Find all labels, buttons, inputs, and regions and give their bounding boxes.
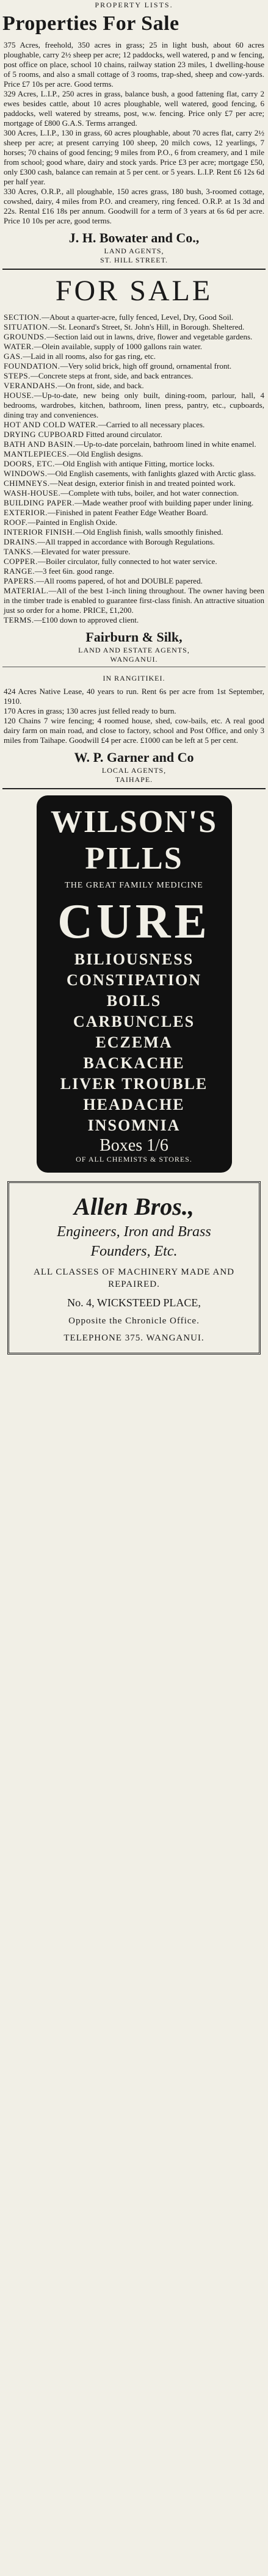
ad-ailments (43, 949, 226, 1136)
item-text: —Painted in English Oxide. (27, 518, 117, 527)
ailment: ECZEMA (95, 1033, 173, 1051)
item-label: GROUNDS. (4, 332, 47, 341)
ailment: INSOMNIA (87, 1116, 181, 1134)
item-label: INTERIOR FINISH. (4, 527, 76, 537)
item-steps (2, 371, 266, 381)
item-text: —On front, side, and back. (57, 381, 144, 390)
item-label: WATER. (4, 342, 34, 351)
allen-line2: Founders, Etc. (90, 1243, 178, 1259)
item-label: WASH-HOUSE. (4, 488, 61, 497)
listing-375-acres: 375 Acres, freehold, 350 acres in grass; 25 in light bush, about 60 acres ploughable, carry 2½ sheep per acre; 12 paddocks, well watered, p and w fencing, post office on place, school 10 chains, railway station 23 miles, 1 dwelling-house of 5 rooms, and also a small cottage of 3 rooms, trap-shed, sheep and cow-yards. Price £7 10s per acre. Good terms. (4, 40, 264, 89)
ad-cure: CURE (57, 895, 211, 949)
item-text: —Olein available, supply of 1000 gallons rain water. (34, 342, 203, 351)
item-text: —Boiler circulator, fully connected to hot water service. (37, 557, 217, 566)
bowater-line2: ST. HILL STREET. (100, 256, 168, 264)
item-interior-finish (2, 527, 266, 537)
fairburn-firm: Fairburn & Silk, (85, 629, 183, 645)
ailment: BILIOUSNESS (74, 950, 194, 968)
item-label: STEPS. (4, 371, 31, 380)
item-roof (2, 518, 266, 527)
item-label: CHIMNEYS. (4, 479, 50, 488)
item-papers (2, 576, 266, 586)
item-range (2, 566, 266, 576)
item-text: —Old English finish, walls smoothly finished. (75, 527, 223, 537)
item-label: EXTERIOR. (4, 508, 48, 517)
item-text: —All rooms papered, of hot and DOUBLE papered. (36, 576, 203, 585)
item-doors (2, 459, 266, 469)
item-label: FOUNDATION. (4, 361, 60, 371)
listing-330-acres: 330 Acres, O.R.P., all ploughable, 150 acres grass, 180 bush, 3-roomed cottage, cowshed, dairy, 4 miles from P.O. and creamery, ring fenced. O.R.P. at 1s 3d and 22s. Rental £16 18s per annum. Goodwill for a term of 3 years at 6s 6d per acre. Price 10 10s per acre, good terms. (4, 187, 264, 225)
item-windows (2, 469, 266, 479)
item-label: HOT AND COLD WATER. (4, 420, 98, 429)
ailment: BOILS (106, 992, 162, 1010)
item-label: DRAINS. (4, 537, 38, 546)
allen-bros-ad (7, 1181, 261, 1355)
fairburn-line1: LAND AND ESTATE AGENTS, (78, 646, 190, 654)
item-text: —Neat design, exterior finish in and treated pointed work. (49, 479, 236, 488)
rangitikei-heading: IN RANGITIKEI. (103, 674, 165, 682)
garner-firm: W. P. Garner and Co (74, 750, 194, 765)
item-building-paper (2, 498, 266, 508)
item-text: —Elevated for water pressure. (33, 547, 131, 556)
rangitikei-item: 120 Chains 7 wire fencing; 4 roomed house, shed, cow-bails, etc. A real good dairy farm on main road, and close to factory, school and Post Office, and only 3 miles from Taihape. Goodwill £4 per acre. £1000 can be left at 5 per cent. (4, 716, 264, 745)
rangitikei-item: 424 Acres Native Lease, 40 years to run. Rent 6s per acre from 1st September, 1910. (4, 687, 264, 706)
item-label: SITUATION. (4, 322, 51, 331)
ailment: HEADACHE (83, 1096, 185, 1113)
item-text: —Old English with antique Fitting, mortice locks. (54, 459, 215, 468)
allen-address2: Opposite the Chronicle Office. (68, 1316, 200, 1326)
item-text: —Old English designs. (69, 449, 143, 458)
wilsons-pills-ad (37, 795, 232, 1173)
item-label: MATERIAL. (4, 586, 49, 595)
item-situation (2, 322, 266, 332)
garner-line1: LOCAL AGENTS, (101, 766, 167, 775)
item-hot-cold-water (2, 420, 266, 430)
item-label: SECTION. (4, 313, 42, 322)
bowater-firm: J. H. Bowater and Co., (68, 230, 200, 245)
for-sale-heading: FOR SALE (55, 275, 213, 307)
item-text: —Concrete steps at front, side, and back entrances. (30, 371, 194, 380)
item-text: —St. Leonard's Street, St. John's Hill, in Borough. Sheltered. (50, 322, 245, 331)
item-label: WINDOWS. (4, 469, 48, 478)
item-label: BATH AND BASIN. (4, 440, 76, 449)
item-text: —Finished in patent Feather Edge Weather Board. (48, 508, 208, 517)
item-text: —About a quarter-acre, fully fenced, Level, Dry, Good Soil. (42, 313, 234, 322)
divider (2, 788, 266, 789)
item-text: —Made weather proof with building paper under lining. (74, 498, 254, 507)
item-text: —Section laid out in lawns, drive, flower and vegetable gardens. (46, 332, 253, 341)
item-text: —Up-to-date porcelain, bathroom lined in white enamel. (75, 440, 256, 449)
item-label: DOORS, ETC. (4, 459, 55, 468)
item-material (2, 586, 266, 615)
item-label: TERMS. (4, 615, 34, 624)
item-label: MANTLEPIECES. (4, 449, 70, 458)
item-text: —All trapped in accordance with Borough Regulations. (37, 537, 215, 546)
properties-heading: Properties For Sale (2, 12, 179, 35)
allen-line1: Engineers, Iron and Brass (57, 1224, 211, 1240)
ailment: CONSTIPATION (67, 971, 201, 989)
ad-price: Boxes 1/6 (100, 1136, 168, 1155)
item-grounds (2, 332, 266, 342)
item-label: HOUSE. (4, 391, 34, 400)
item-mantlepieces (2, 449, 266, 459)
item-label: DRYING CUPBOARD (4, 430, 84, 439)
allen-phone: TELEPHONE 375. WANGANUI. (63, 1333, 205, 1343)
item-verandahs (2, 381, 266, 391)
allen-address: No. 4, WICKSTEED PLACE, (67, 1297, 201, 1309)
item-chimneys (2, 479, 266, 488)
item-terms (2, 615, 266, 625)
rangitikei-item: 170 Acres in grass; 130 acres just felled ready to burn. (4, 706, 176, 715)
allen-line3: ALL CLASSES OF MACHINERY MADE AND REPAIRED. (33, 1267, 234, 1289)
item-wash-house (2, 488, 266, 498)
allen-name: Allen Bros., (74, 1193, 194, 1220)
ad-tagline: THE GREAT FAMILY MEDICINE (65, 881, 203, 890)
item-label: BUILDING PAPER. (4, 498, 75, 507)
item-label: PAPERS. (4, 576, 37, 585)
ailment: LIVER TROUBLE (60, 1075, 208, 1093)
section-label: PROPERTY LISTS. (95, 1, 173, 9)
item-text: —Up-to-date, new being only built, dining-room, parlour, hall, 4 bedrooms, wardrobes, kitchen, bathroom, linen press, pantry, etc., cupboards, dining tray and conveniences. (4, 391, 264, 419)
item-bath-basin (2, 440, 266, 449)
item-text: —Very solid brick, high off ground, ornamental front. (60, 361, 232, 371)
ailment: BACKACHE (83, 1054, 185, 1072)
item-text: —Old English casements, with fanlights glazed with Arctic glass. (47, 469, 256, 478)
item-text: —All of the best 1-inch lining throughout. The owner having been in the timber trade is enabled to guarantee first-class finish. An attractive situation just so order for a home. PRICE, £1,200. (4, 586, 264, 615)
item-label: COPPER. (4, 557, 38, 566)
item-text: —Complete with tubs, boiler, and hot water connection. (60, 488, 239, 497)
listing-329-acres: 329 Acres, L.I.P., 250 acres in grass, balance bush, a good fattening flat, carry 2 ewes besides cattle, about 10 acres ploughable, well watered, good fencing, 6 paddocks, well watered by streams, post, w.w. fencing. Price only £7 per acre; mortgage of £800 G.A.S. Terms arranged. (4, 89, 264, 128)
item-drains (2, 537, 266, 547)
item-text: —Laid in all rooms, also for gas ring, etc. (23, 352, 156, 361)
item-exterior (2, 508, 266, 518)
fairburn-line2: WANGANUI. (110, 655, 158, 664)
item-gas (2, 352, 266, 361)
item-copper (2, 557, 266, 566)
bowater-line1: LAND AGENTS, (104, 247, 164, 255)
item-section (2, 313, 266, 322)
ailment: CARBUNCLES (73, 1013, 195, 1030)
item-house (2, 391, 266, 420)
item-drying-cupboard (2, 430, 266, 440)
item-tanks (2, 547, 266, 557)
bowater-listings (2, 40, 266, 226)
item-label: VERANDAHS. (4, 381, 58, 390)
item-label: ROOF. (4, 518, 28, 527)
garner-line2: TAIHAPE. (115, 775, 153, 784)
ad-footer: OF ALL CHEMISTS & STORES. (76, 1155, 192, 1163)
ad-title: WILSON'S PILLS (50, 805, 218, 876)
item-text: —£100 down to approved client. (34, 615, 139, 624)
listing-300-acres: 300 Acres, L.I.P., 130 in grass, 60 acres ploughable, about 70 acres flat, carry 2½ sheep per acre; at present carrying 100 sheep, 20 milch cows, 12 yearlings, 7 horses; 70 chains of good fencing; 9 miles from P.O., 6 from creamery, and 1 mile from school; good whare, dairy and stock yards. Price £3 per acre; mortgage £50, only £300 cash, balance can remain at 5 per cent. or 5 years. L.I.P. Rent £6 12s 6d per half year. (4, 128, 264, 186)
item-water (2, 342, 266, 352)
item-text: —Carried to all necessary places. (98, 420, 205, 429)
item-text: —3 feet 6in. good range. (35, 566, 114, 576)
item-foundation (2, 361, 266, 371)
for-sale-items (2, 313, 266, 625)
item-label: RANGE. (4, 566, 35, 576)
divider (2, 269, 266, 270)
item-label: GAS. (4, 352, 23, 361)
item-text: Fitted around circulator. (84, 430, 162, 439)
item-label: TANKS. (4, 547, 34, 556)
